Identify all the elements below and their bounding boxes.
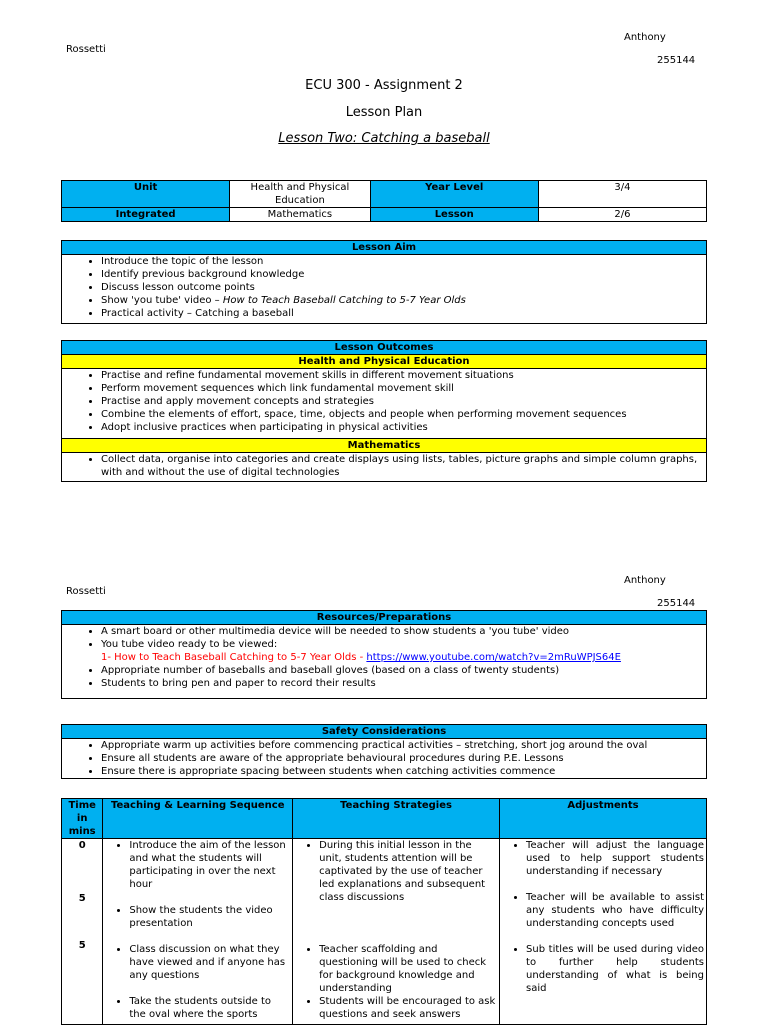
sequence-column	[103, 839, 293, 1025]
unit-label: Unit	[62, 181, 230, 208]
list-item: • Show 'you tube' video – How to Teach Baseball Catching to 5-7 Year Olds	[101, 294, 704, 307]
lesson-value: 2/6	[538, 208, 706, 222]
list-item: • You tube video ready to be viewed: 1- How to Teach Baseball Catching to 5-7 Year Olds - https://www.youtube.com/watch?v=2mRuWPJS64E	[101, 638, 704, 664]
lesson-title: Lesson Two: Catching a baseball	[278, 131, 490, 146]
col-time-header: Time in mins	[62, 799, 103, 839]
page-title: ECU 300 - Assignment 2	[305, 78, 463, 93]
safety-table	[61, 724, 707, 779]
time-value: 5	[78, 893, 86, 904]
list-item: • Students to bring pen and paper to record their results	[101, 677, 704, 690]
lesson-info-table	[61, 180, 707, 222]
header-student-id: 255144	[657, 55, 696, 66]
header-name-first-2: Anthony	[624, 575, 666, 586]
integrated-label: Integrated	[62, 208, 230, 222]
list-item: • Take the students outside to the oval where the sports	[129, 995, 290, 1021]
teaching-sequence-table	[61, 798, 707, 1025]
resources-table	[61, 610, 707, 699]
col-adj-header: Adjustments	[500, 799, 707, 839]
lesson-outcomes-table	[61, 340, 707, 482]
integrated-value: Mathematics	[230, 208, 370, 222]
unit-value: Health and Physical Education	[230, 181, 370, 208]
year-level-label: Year Level	[370, 181, 538, 208]
header-name-last: Rossetti	[66, 44, 106, 55]
video-title: How to Teach Baseball Catching to 5-7 Year Olds	[222, 295, 466, 306]
list-item: • Combine the elements of effort, space, time, objects and people when performing movement sequences	[101, 408, 704, 421]
list-item: • Teacher scaffolding and questioning will be used to check for background knowledge and understanding	[319, 943, 497, 995]
list-item: • Teacher will adjust the language used to help support students understanding if necessary	[526, 839, 704, 878]
list-item: • Introduce the topic of the lesson	[101, 255, 704, 268]
resources-list	[64, 625, 704, 690]
safety-list	[64, 739, 704, 778]
video-link[interactable]: https://www.youtube.com/watch?v=2mRuWPJS64E	[366, 652, 621, 663]
header-name-first: Anthony	[624, 32, 666, 43]
math-heading: Mathematics	[62, 439, 707, 453]
list-item: • Perform movement sequences which link fundamental movement skill	[101, 382, 704, 395]
time-value: 5	[78, 940, 86, 951]
video-label: 1- How to Teach Baseball Catching to 5-7 Year Olds	[101, 652, 357, 663]
list-item: • Sub titles will be used during video to further help students understanding of what is being said	[526, 943, 704, 995]
list-item: • Introduce the aim of the lesson and what the students will participating in over the next hour	[129, 839, 290, 891]
list-item: • Students will be encouraged to ask questions and seek answers	[319, 995, 497, 1021]
lesson-aim-list	[64, 255, 704, 320]
math-outcomes-list	[64, 453, 704, 479]
strategies-column	[293, 839, 500, 1025]
time-column	[62, 839, 103, 1025]
hpe-heading: Health and Physical Education	[62, 355, 707, 369]
lesson-label: Lesson	[370, 208, 538, 222]
list-item: • Practise and apply movement concepts and strategies	[101, 395, 704, 408]
col-strat-header: Teaching Strategies	[293, 799, 500, 839]
list-item: • Class discussion on what they have viewed and if anyone has any questions	[129, 943, 290, 982]
resources-heading: Resources/Preparations	[62, 611, 707, 625]
list-item: • A smart board or other multimedia device will be needed to show students a 'you tube' video	[101, 625, 704, 638]
list-item: • Teacher will be available to assist any students who have difficulty understanding concepts used	[526, 891, 704, 930]
list-item: • Collect data, organise into categories and create displays using lists, tables, picture graphs and simple column graphs, with and without the use of digital technologies	[101, 453, 704, 479]
list-item: • Appropriate warm up activities before commencing practical activities – stretching, short jog around the oval	[101, 739, 704, 752]
list-item: • Practise and refine fundamental movement skills in different movement situations	[101, 369, 704, 382]
adjustments-column	[500, 839, 707, 1025]
list-item: • Practical activity – Catching a baseball	[101, 307, 704, 320]
header-student-id-2: 255144	[657, 598, 696, 609]
list-item: • Adopt inclusive practices when participating in physical activities	[101, 421, 704, 434]
page-subtitle: Lesson Plan	[345, 105, 423, 120]
hpe-outcomes-list	[64, 369, 704, 434]
lesson-outcomes-heading: Lesson Outcomes	[62, 341, 707, 355]
list-item: • Show the students the video presentation	[129, 904, 290, 930]
list-item: • Ensure there is appropriate spacing between students when catching activities commence	[101, 765, 704, 778]
lesson-aim-table	[61, 240, 707, 324]
header-name-last-2: Rossetti	[66, 586, 106, 597]
year-level-value: 3/4	[538, 181, 706, 208]
lesson-aim-heading: Lesson Aim	[62, 241, 707, 255]
list-item: • Discuss lesson outcome points	[101, 281, 704, 294]
list-item: • Appropriate number of baseballs and baseball gloves (based on a class of twenty students)	[101, 664, 704, 677]
list-item: • Ensure all students are aware of the appropriate behavioural procedures during P.E. Lessons	[101, 752, 704, 765]
safety-heading: Safety Considerations	[62, 725, 707, 739]
time-value: 0	[78, 840, 86, 851]
col-seq-header: Teaching & Learning Sequence	[103, 799, 293, 839]
list-item: • Identify previous background knowledge	[101, 268, 704, 281]
list-item: • During this initial lesson in the unit, students attention will be captivated by the use of teacher led explanations and subsequent class discussions	[319, 839, 497, 904]
